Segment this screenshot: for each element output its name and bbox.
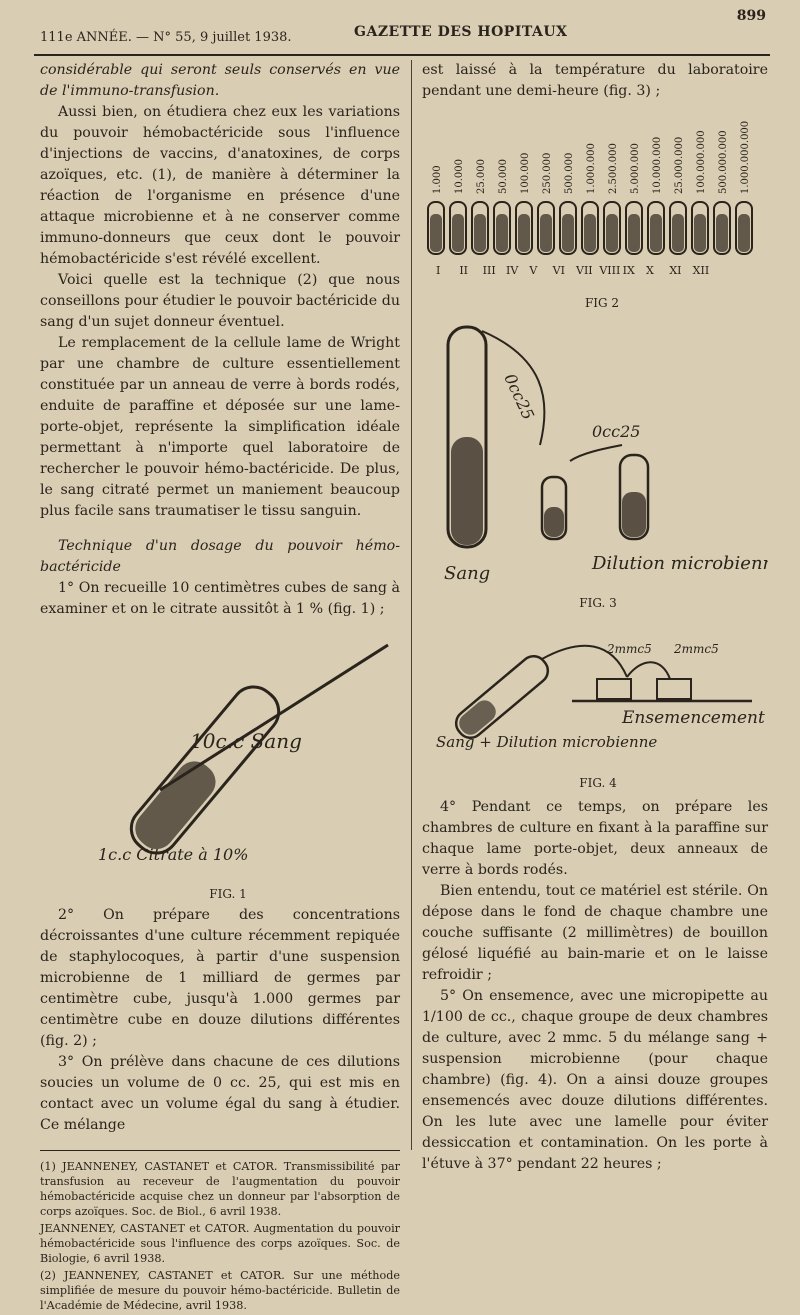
issue-info: 111e ANNÉE. — N° 55, 9 juillet 1938. <box>40 30 292 45</box>
concentration-label: 100.000.000 <box>696 130 707 194</box>
tube-fill <box>540 214 552 252</box>
concentration-label: 10.000 <box>454 159 465 194</box>
paragraph: 2° On prépare des concentrations décroissantes d'une culture récemment repiquée de staphylocoques, à partir d'une suspension microbienne de 1 milliard de germes par centimètre cube, jusqu'à 1.000 germes par centimètre cube en douze dilutions différentes (fig. 2) ; <box>40 907 400 1049</box>
tube-fill <box>562 214 574 252</box>
blood-fill <box>451 437 483 545</box>
tube-fill <box>452 214 464 252</box>
arrow-b <box>570 445 622 461</box>
roman-numeral: IV <box>506 264 519 277</box>
paragraph: est laissé à la température du laboratoire pendant une demi-heure (fig. 3) ; <box>422 62 768 99</box>
tube-fill <box>606 214 618 252</box>
label-dilution: Dilution microbienne <box>592 553 768 574</box>
label-sang: 10c.c Sang <box>190 729 302 753</box>
section-heading: Technique d'un dosage du pouvoir hémo-bactéricide <box>40 538 400 575</box>
roman-numeral: V <box>529 264 538 277</box>
label-2mmc5-b: 2mmc5 <box>674 642 719 656</box>
concentration-label: 250.000 <box>542 152 553 194</box>
fig2-drawing <box>422 102 768 317</box>
tube-fill <box>496 214 508 252</box>
tube-fill <box>584 214 596 252</box>
left-column <box>40 60 400 1315</box>
paragraph: Aussi bien, on étudiera chez eux les variations du pouvoir hémobactéricide sous l'influence d'injections de vaccins, d'anatoxines, de corps azoïques, etc. (1), de manière à déterminer la réaction de l'organisme en présence d'une attaque microbienne et à ne conserver comme immuno-donneurs que ceux dont le pouvoir hémobactéricide s'est révélé excellent. <box>40 104 400 267</box>
label-2mmc5-a: 2mmc5 <box>607 642 652 656</box>
tube-fill <box>672 214 684 252</box>
roman-numeral: XII <box>692 264 710 277</box>
paragraph: 3° On prélève dans chacune de ces dilutions soucies un volume de 0 cc. 25, qui est mis en contact avec un volume égal du sang à étudier. Ce mélange <box>40 1054 400 1133</box>
roman-numeral: II <box>459 264 469 277</box>
small-tube-fill <box>544 507 564 537</box>
concentration-label: 1.000 <box>432 165 443 194</box>
journal-title: GAZETTE DES HOPITAUX <box>354 24 568 40</box>
tube-fill <box>716 214 728 252</box>
dilution-fill <box>622 492 646 537</box>
tube-fill <box>738 214 750 252</box>
tube-fill <box>650 214 662 252</box>
page-number: 899 <box>736 8 766 24</box>
label-ensemencement: Ensemencement <box>622 708 765 728</box>
culture-chamber <box>657 679 691 699</box>
paragraph: Voici quelle est la technique (2) que nous conseillons pour étudier le pouvoir bactéricide du sang d'un sujet donneur éventuel. <box>40 272 400 330</box>
fig1-drawing <box>40 620 400 905</box>
concentration-label: 500.000 <box>564 152 575 194</box>
roman-numeral: VI <box>552 264 565 277</box>
figure-3 <box>422 317 768 617</box>
culture-chamber <box>597 679 631 699</box>
tube-fill <box>474 214 486 252</box>
right-column <box>422 60 768 1175</box>
label-0cc25-a: 0cc25 <box>500 370 539 423</box>
concentration-label: 1.000.000 <box>586 143 597 194</box>
label-sang: Sang <box>444 563 491 584</box>
figure-4 <box>422 617 768 797</box>
roman-numeral: IX <box>622 264 635 277</box>
roman-numeral: VIII <box>599 264 621 277</box>
footnote: (1) JEANNENEY, CASTANET et CATOR. Transmissibilité par transfusion au receveur de l'augmentation du pouvoir hémobactéricide acquise chez un donneur par l'absorption de corps azoïques. Soc. de Biol., 6 avril 1938. <box>40 1160 400 1218</box>
roman-numeral: XI <box>669 264 682 277</box>
fig3-drawing <box>422 317 768 617</box>
concentration-label: 500.000.000 <box>718 130 729 194</box>
figure-1 <box>40 620 400 905</box>
fig1-caption: FIG. 1 <box>209 887 247 901</box>
concentration-label: 50.000 <box>498 159 509 194</box>
paragraph: Bien entendu, tout ce matériel est stérile. On dépose dans le fond de chaque chambre une couche suffisante (2 millimètres) de bouillon gélosé liquéfié au bain-marie et on le laisse refroidir ; <box>422 883 768 983</box>
fig2-caption: FIG 2 <box>584 296 620 310</box>
paragraph: 1° On recueille 10 centimètres cubes de sang à examiner et on le citrate aussitôt à 1 % (fig. 1) ; <box>40 580 400 617</box>
paragraph: considérable qui seront seuls conservés en vue de l'immuno-transfusion. <box>40 62 400 99</box>
concentration-label: 25.000 <box>476 159 487 194</box>
concentration-label: 25.000.000 <box>674 136 685 194</box>
concentration-label: 2.500.000 <box>608 143 619 194</box>
paragraph: 5° On ensemence, avec une micropipette au 1/100 de cc., chaque groupe de deux chambres de culture, avec 2 mmc. 5 du mélange sang + suspension microbienne (pour chaque chambre) (fig. 4). On a ainsi douze groupes ensemencés avec douze dilutions différentes. On les lute avec une lamelle pour éviter dessiccation et contamination. On les porte à l'étuve à 37° pendant 22 heures ; <box>422 988 768 1172</box>
fig4-caption: FIG. 4 <box>579 776 617 790</box>
footnote: JEANNENEY, CASTANET et CATOR. Augmentation du pouvoir hémobactéricide sous l'influence des corps azoïques. Soc. de Biologie, 6 avril 1938. <box>40 1222 400 1265</box>
label-mix: Sang + Dilution microbienne <box>436 733 658 751</box>
roman-numeral: I <box>436 264 441 277</box>
roman-numeral: VII <box>576 264 593 277</box>
tube-fill <box>628 214 640 252</box>
label-0cc25-b: 0cc25 <box>592 422 641 441</box>
label-citrate: 1c.c Citrate à 10% <box>98 845 249 864</box>
arrow-b <box>627 662 670 679</box>
tube-fill <box>694 214 706 252</box>
tube-fill <box>430 214 442 252</box>
roman-numeral: III <box>482 264 496 277</box>
concentration-label: 1.000.000.000 <box>740 120 751 194</box>
tube-fill <box>518 214 530 252</box>
footnote: (2) JEANNENEY, CASTANET et CATOR. Sur une méthode simplifiée de mesure du pouvoir hémo-bactéricide. Bulletin de l'Académie de Médecine, avril 1938. <box>40 1269 400 1312</box>
fig3-caption: FIG. 3 <box>579 596 617 610</box>
concentration-label: 10.000.000 <box>652 136 663 194</box>
footnotes <box>40 1150 400 1313</box>
header-rule <box>34 54 770 56</box>
fig4-drawing <box>422 617 768 797</box>
concentration-label: 5.000.000 <box>630 143 641 194</box>
roman-numeral: X <box>646 264 654 277</box>
page-header <box>34 8 770 48</box>
concentration-label: 100.000 <box>520 152 531 194</box>
figure-2 <box>422 102 768 317</box>
column-divider <box>411 60 412 1150</box>
pipette <box>160 645 388 790</box>
paragraph: Le remplacement de la cellule lame de Wright par une chambre de culture essentiellement constituée par un anneau de verre à bords rodés, enduite de paraffine et déposée sur une lame-porte-objet, représente la simplification idéale permettant à n'importe quel laboratoire de rechercher le pouvoir hémo-bactéricide. De plus, le sang citraté permet un maniement beaucoup plus facile sans traumatiser le tissu sanguin. <box>40 335 400 519</box>
paragraph: 4° Pendant ce temps, on prépare les chambres de culture en fixant à la paraffine sur chaque lame porte-objet, deux anneaux de verre à bords rodés. <box>422 799 768 878</box>
